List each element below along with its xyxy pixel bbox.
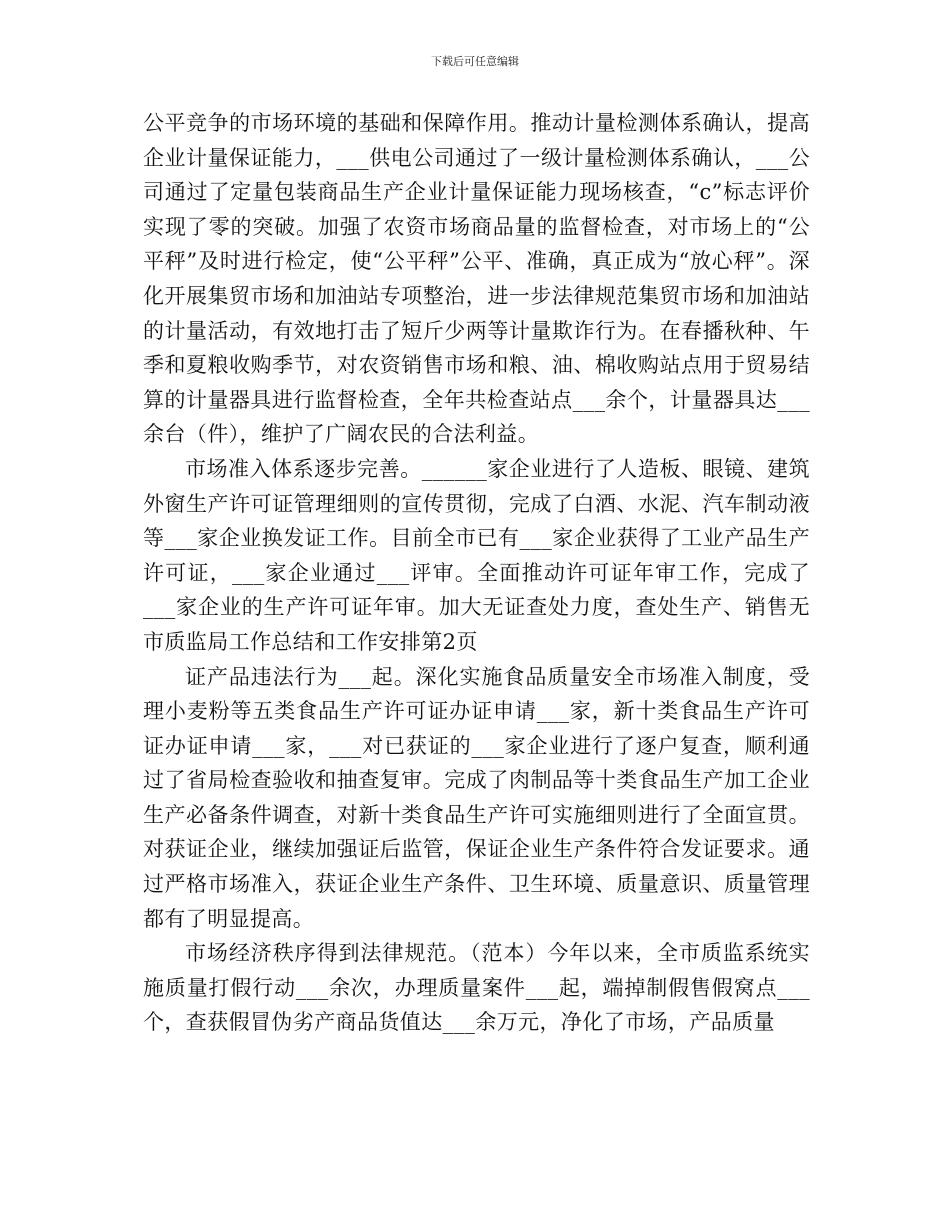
document-body: [143, 106, 810, 1040]
paragraph-4: 市场经济秩序得到法律规范。（范本）今年以来，全市质监系统实施质量打假行动___余次，办理质量案件___起，端掉制假售假窝点___个，查获假冒伪劣产商品货值达___余万元，净化了市场，产品质量: [143, 941, 810, 1035]
paragraph-1: 公平竞争的市场环境的基础和保障作用。推动计量检测体系确认，提高企业计量保证能力，___供电公司通过了一级计量检测体系确认，___公司通过了定量包装商品生产企业计量保证能力现场核查，“c”标志评价实现了零的突破。加强了农资市场商品量的监督检查，对市场上的“公平秤”及时进行检定，使“公平秤”公平、准确，真正成为“放心秤”。深化开展集贸市场和加油站专项整治，进一步法律规范集贸市场和加油站的计量活动，有效地打击了短斤少两等计量欺诈行为。在春播秋种、午季和夏粮收购季节，对农资销售市场和粮、油、棉收购站点用于贸易结算的计量器具进行监督检查，全年共检查站点___余个，计量器具达___余台（件），维护了广阔农民的合法利益。: [143, 111, 810, 447]
paragraph-2: 市场准入体系逐步完善。______家企业进行了人造板、眼镜、建筑外窗生产许可证管理细则的宣传贯彻，完成了白酒、水泥、汽车制动液等___家企业换发证工作。目前全市已有___家企业获得了工业产品生产许可证，___家企业通过___评审。全面推动许可证年审工作，完成了___家企业的生产许可证年审。加大无证查处力度，查处生产、销售无市质监局工作总结和工作安排第2页: [143, 456, 810, 654]
paragraph-3: 证产品违法行为___起。深化实施食品质量安全市场准入制度，受理小麦粉等五类食品生产许可证办证申请___家，新十类食品生产许可证办证申请___家，___对已获证的___家企业进行了逐户复查，顺利通过了省局检查验收和抽查复审。完成了肉制品等十类食品生产加工企业生产必备条件调查，对新十类食品生产许可实施细则进行了全面宣贯。对获证企业，继续加强证后监管，保证企业生产条件符合发证要求。通过严格市场准入，获证企业生产条件、卫生环境、质量意识、质量管理都有了明显提高。: [143, 664, 810, 931]
page-header: 下载后可任意编辑: [431, 55, 519, 68]
